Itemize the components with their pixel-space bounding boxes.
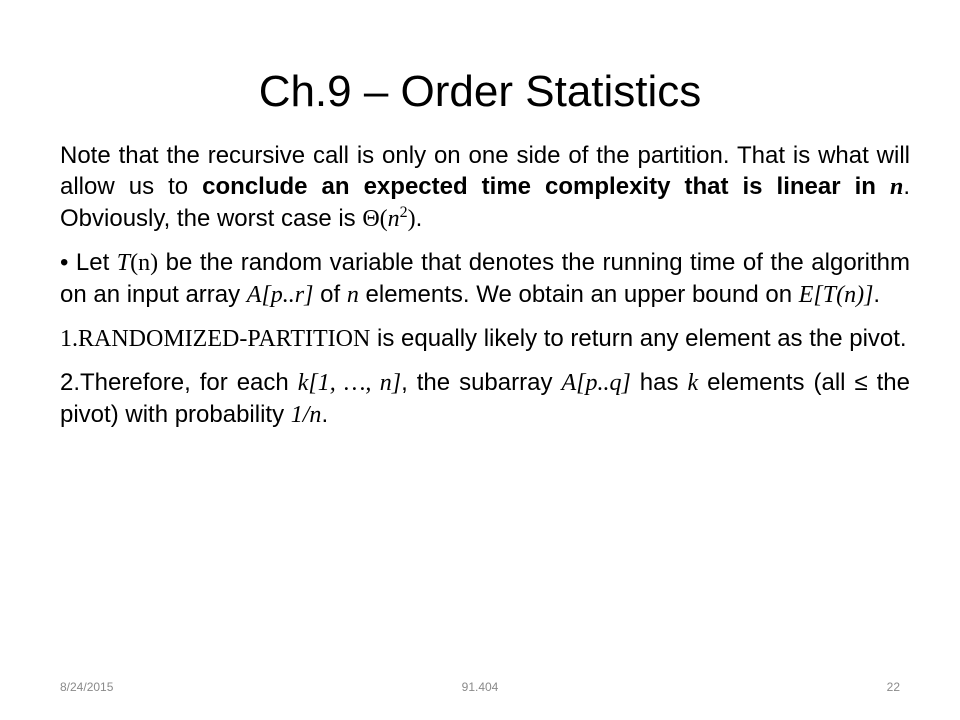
paragraph-step-1 [60,323,910,355]
p1-theta: Θ( [362,206,388,232]
p2-n: n [346,282,359,308]
p4-text-4: elements (all ≤ the pivot) with probability [60,369,910,428]
step-1-prefix: 1.RANDOMIZED-PARTITION [60,326,371,352]
paragraph-let [60,247,910,311]
p4-set: [1, …, n] [308,370,402,396]
p4-range: [p..q] [576,370,631,396]
p2-range: [p..r] [261,282,314,308]
p2-end: . [873,281,881,308]
p4-probability: 1/n [290,402,322,428]
paragraph-step-2 [60,367,910,431]
p4-text-2: , the subarray [401,369,562,396]
bullet: • [60,249,69,276]
p2-text-4: elements. We obtain an upper bound on [358,281,799,308]
p1-bold-text: conclude an expected time complexity that is linear in [202,173,890,200]
paragraph-note [60,140,910,235]
slide-body [60,140,910,443]
p2-T: T [116,250,131,276]
p4-k: k [297,370,309,396]
p1-text-1: Note that the recursive call is only on one side of the partition. That is what will allow us to [60,142,910,200]
p1-text-2: . Obviously, the worst case is [60,173,910,232]
footer-page-number: 22 [886,680,900,694]
footer-date: 8/24/2015 [60,680,114,694]
p1-end: . [415,205,423,232]
p4-k2: k [687,370,699,396]
p2-text-3: of [313,281,347,308]
slide-title: Ch.9 – Order Statistics [258,67,702,116]
p1-bold-n: n [889,174,904,200]
p1-close: ) [407,206,416,232]
p2-A: A [246,282,262,308]
p4-text-3: has [630,369,688,396]
p2-T-arg: (n) [130,250,159,276]
p4-A: A [561,370,577,396]
p1-n: n [387,206,400,232]
footer-course: 91.404 [461,680,499,694]
p4-text-1: 2.Therefore, for each [60,369,298,396]
p2-text-1: Let [68,249,117,276]
p4-end: . [321,401,329,428]
p1-exponent: 2 [399,204,408,221]
p1-bold [202,173,903,200]
step-1-text: is equally likely to return any element as the pivot. [370,325,907,352]
p2-expectation: E[T(n)] [798,282,874,308]
p2-text-2: be the random variable that denotes the running time of the algorithm on an input array [60,249,910,308]
